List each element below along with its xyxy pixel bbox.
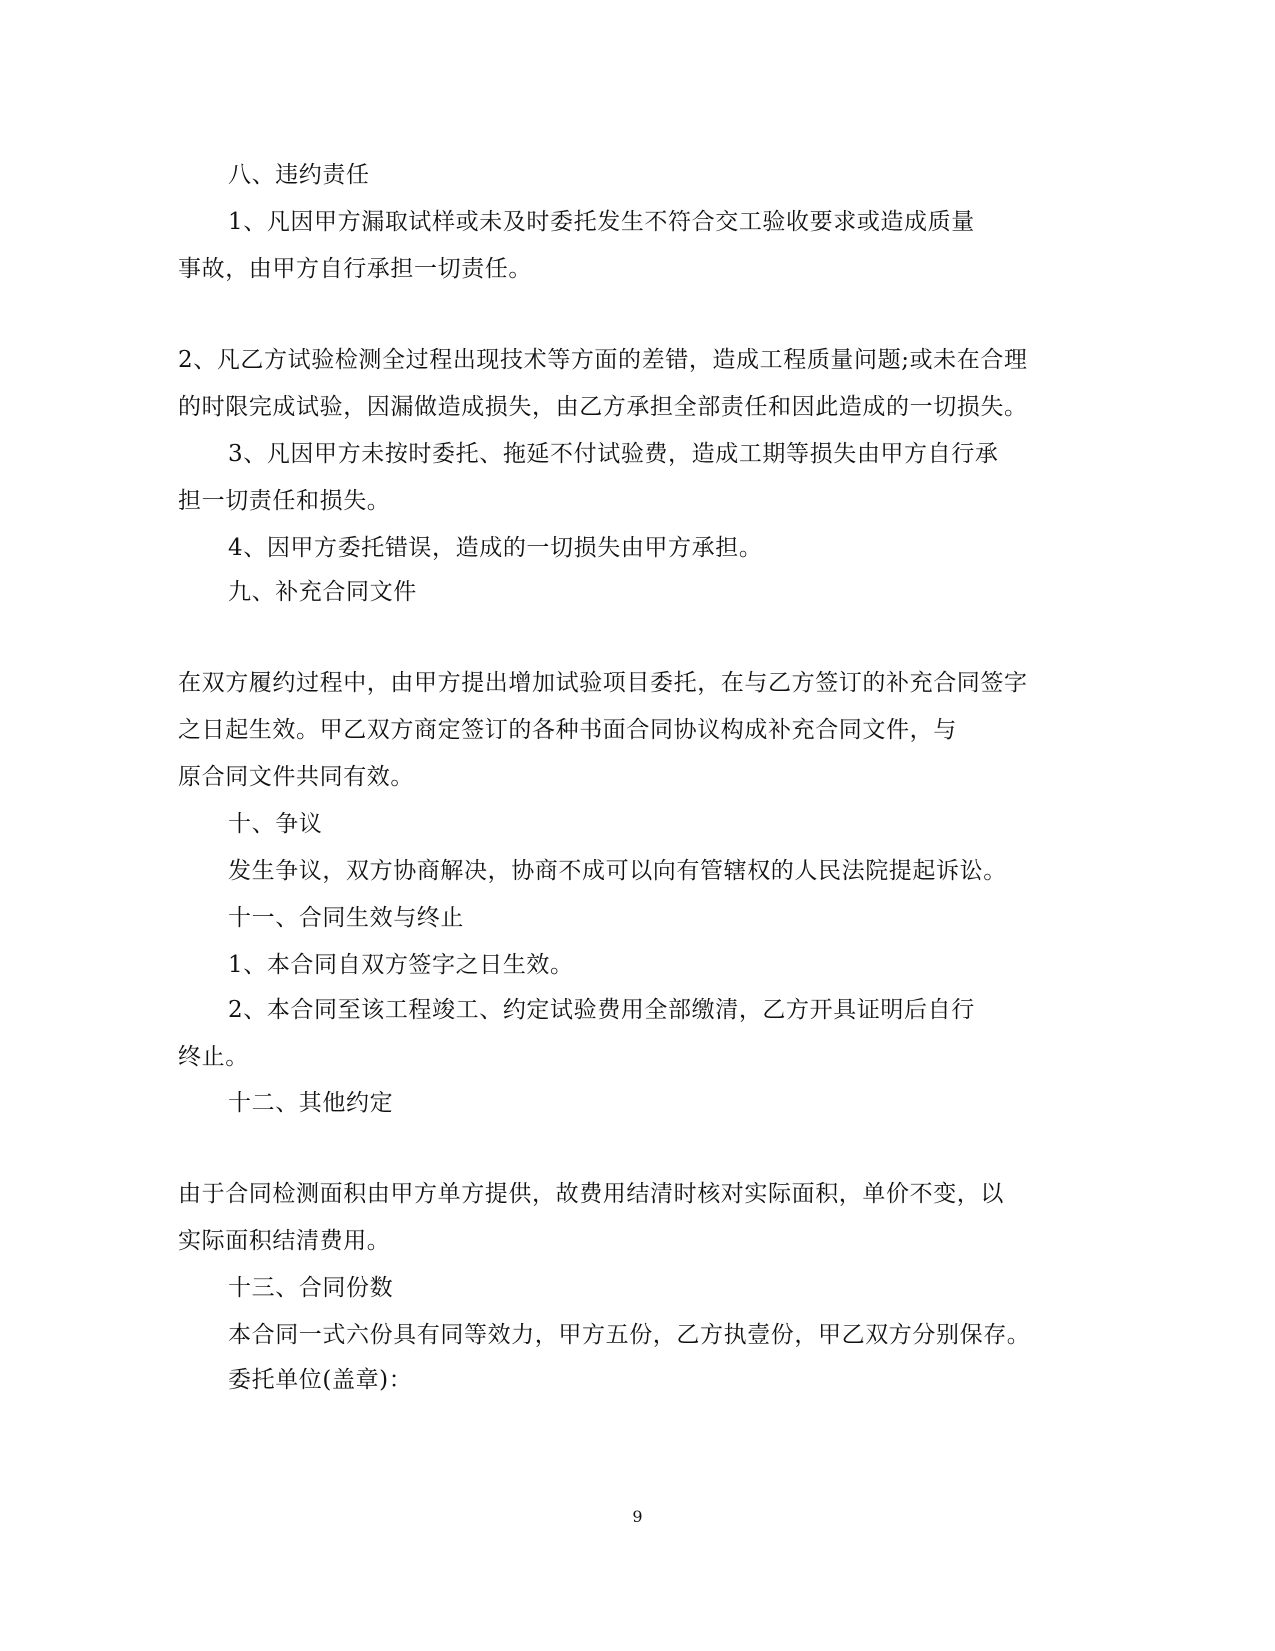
- clause-line: 实际面积结清费用。: [178, 1228, 391, 1254]
- clause-line: 事故，由甲方自行承担一切责任。: [178, 256, 532, 282]
- clause-line: 3、凡因甲方未按时委托、拖延不付试验费，造成工期等损失由甲方自行承: [228, 441, 999, 467]
- clause-line: 2、凡乙方试验检测全过程出现技术等方面的差错，造成工程质量问题;或未在合理: [178, 347, 1028, 373]
- clause-line: 在双方履约过程中，由甲方提出增加试验项目委托，在与乙方签订的补充合同签字: [178, 670, 1028, 696]
- section-heading-effect-termination: 十一、合同生效与终止: [228, 905, 464, 931]
- signature-label-entrusting-party: 委托单位(盖章)：: [228, 1367, 413, 1393]
- section-heading-other: 十二、其他约定: [228, 1090, 394, 1116]
- section-heading-supplementary: 九、补充合同文件: [228, 579, 417, 605]
- clause-line: 之日起生效。甲乙双方商定签订的各种书面合同协议构成补充合同文件，与: [178, 717, 957, 743]
- page-number: 9: [632, 1507, 643, 1526]
- clause-line: 本合同一式六份具有同等效力，甲方五份，乙方执壹份，甲乙双方分别保存。: [228, 1322, 1031, 1348]
- clause-line: 终止。: [178, 1044, 249, 1070]
- clause-line: 2、本合同至该工程竣工、约定试验费用全部缴清，乙方开具证明后自行: [228, 997, 975, 1023]
- section-heading-copies: 十三、合同份数: [228, 1275, 394, 1301]
- clause-line: 的时限完成试验，因漏做造成损失，由乙方承担全部责任和因此造成的一切损失。: [178, 394, 1028, 420]
- clause-line: 1、本合同自双方签字之日生效。: [228, 952, 574, 978]
- section-heading-breach-liability: 八、违约责任: [228, 162, 370, 188]
- clause-line: 1、凡因甲方漏取试样或未及时委托发生不符合交工验收要求或造成质量: [228, 209, 975, 235]
- clause-line: 由于合同检测面积由甲方单方提供，故费用结清时核对实际面积，单价不变，以: [178, 1181, 1004, 1207]
- clause-line: 发生争议，双方协商解决，协商不成可以向有管辖权的人民法院提起诉讼。: [228, 858, 1007, 884]
- clause-line: 原合同文件共同有效。: [178, 764, 414, 790]
- clause-line: 4、因甲方委托错误，造成的一切损失由甲方承担。: [228, 535, 763, 561]
- clause-line: 担一切责任和损失。: [178, 488, 391, 514]
- section-heading-dispute: 十、争议: [228, 811, 323, 837]
